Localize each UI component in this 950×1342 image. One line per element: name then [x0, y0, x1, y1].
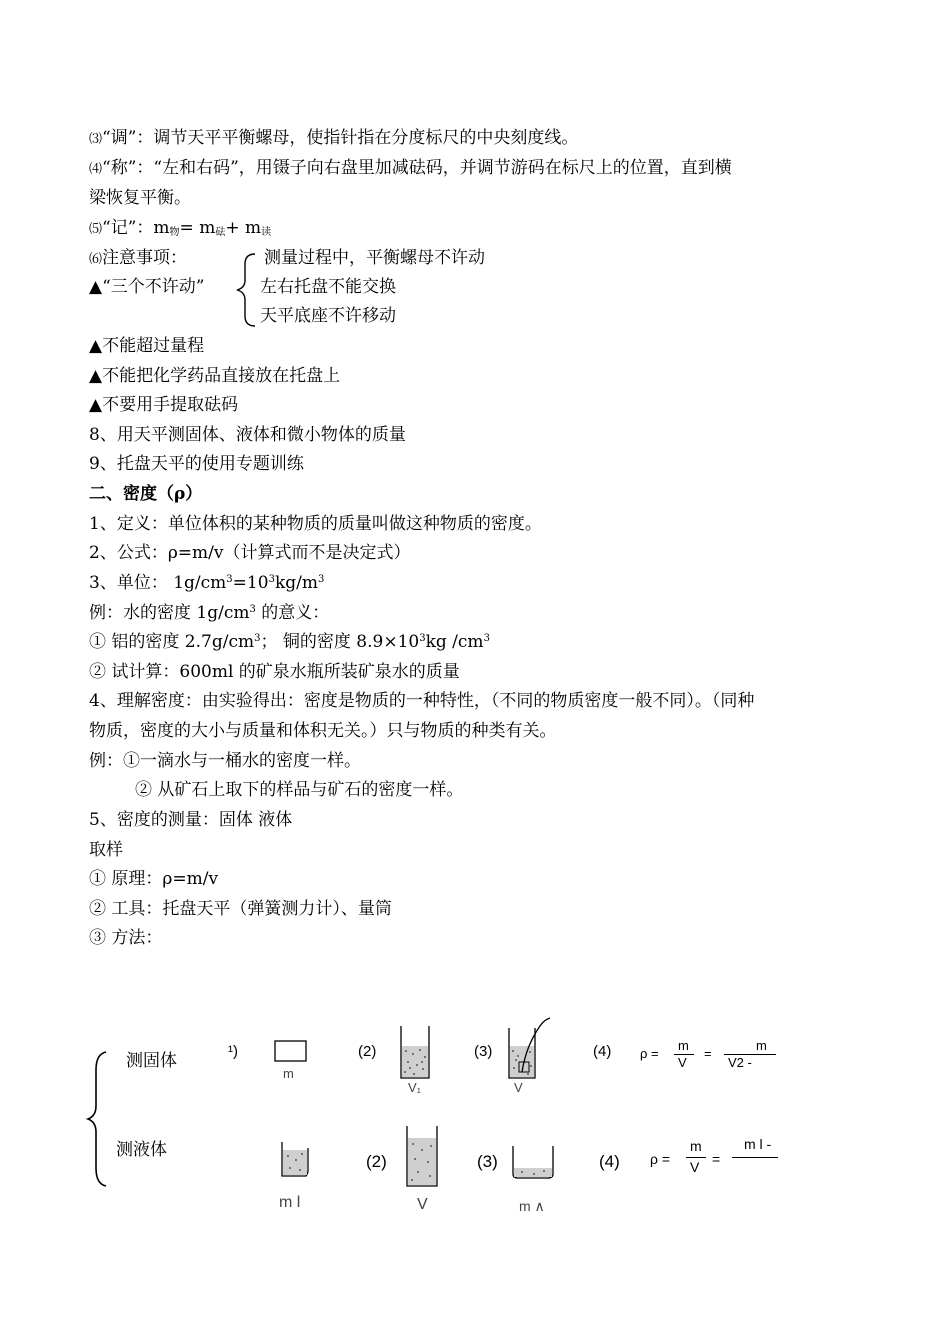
rules-brace	[233, 250, 261, 330]
point-9: 9、托盘天平的使用专题训练	[89, 454, 304, 474]
step-number: (3)	[474, 1043, 493, 1060]
step-number: ¹)	[228, 1043, 238, 1060]
principle: ① 原理：ρ=m/v	[89, 869, 219, 889]
numerator-m1: m l -	[744, 1136, 772, 1152]
cylinder-water-figure	[398, 1024, 432, 1080]
point-8: 8、用天平测固体、液体和微小物体的质量	[89, 425, 406, 445]
solid-block-figure	[274, 1040, 308, 1064]
caption-m: m	[283, 1066, 294, 1081]
rho-label: ρ =	[650, 1151, 671, 1167]
equals-sign: =	[712, 1151, 721, 1167]
numerator-m: m	[690, 1138, 702, 1154]
caption-m2: m ∧	[519, 1198, 545, 1214]
method: ③ 方法：	[89, 928, 163, 948]
warning: ▲不要用手提取砝码	[89, 395, 239, 415]
sampling: 取样	[89, 840, 123, 860]
beaker-liquid-figure	[280, 1140, 310, 1180]
cylinder-liquid-figure	[404, 1124, 440, 1190]
step-number: (4)	[593, 1043, 612, 1060]
example-water: 例：水的密度 $1g/cm^3$ 的意义：	[89, 603, 330, 623]
understand-line1: 4、理解密度：由实验得出：密度是物质的一种特性，（不同的物质密度一般不同）。（同种	[89, 691, 755, 711]
density-unit: 3、单位： $1g/cm^3=10^3kg/m^3$	[89, 573, 325, 593]
caption-m1: m l	[279, 1194, 301, 1211]
section-heading: 二、密度（ρ）	[89, 484, 203, 504]
beaker-remaining-figure	[510, 1144, 556, 1182]
denominator-v2: V2 -	[728, 1055, 752, 1070]
caption-v1: V₁	[408, 1080, 422, 1095]
measurement: 5、密度的测量：固体 液体	[89, 810, 293, 830]
step-6: ⑹注意事项：	[89, 248, 188, 268]
density-formula: 2、公式：ρ=m/v（计算式而不是决定式）	[89, 543, 411, 563]
step-number: (3)	[477, 1152, 498, 1171]
warning: ▲不能把化学药品直接放在托盘上	[89, 366, 341, 386]
step-4-line2: 梁恢复平衡。	[89, 188, 191, 208]
example-metals: ① 铝的密度 $2.7g/cm^3$； 铜的密度 $8.9\times 10^3kg$ $/cm^3$	[89, 632, 490, 652]
denominator-v: V	[678, 1055, 687, 1070]
example-2a: 例：①一滴水与一桶水的密度一样。	[89, 751, 361, 771]
three-rules-lead: ▲“三个不许动”	[89, 277, 205, 297]
rho-label: ρ =	[640, 1046, 659, 1061]
caption-v: V	[514, 1080, 523, 1095]
rule-item: 天平底座不许移动	[260, 306, 396, 326]
fraction-bar	[732, 1157, 778, 1158]
solid-label: 测固体	[126, 1051, 177, 1071]
step-number: (4)	[599, 1152, 620, 1171]
step-3: ⑶“调”：调节天平平衡螺母，使指针指在分度标尺的中央刻度线。	[89, 128, 579, 148]
understand-line2: 物质，密度的大小与质量和体积无关。）只与物质的种类有关。	[89, 721, 557, 741]
denominator-v: V	[690, 1159, 700, 1175]
diagram-brace	[86, 1050, 110, 1188]
caption-v: V	[417, 1196, 428, 1213]
rule-item: 测量过程中，平衡螺母不许动	[264, 248, 485, 268]
cylinder-solid-figure	[504, 1016, 552, 1080]
equals-sign: =	[704, 1046, 712, 1061]
solid-density-formula	[640, 1038, 780, 1078]
numerator-m: m	[678, 1038, 689, 1053]
rule-item: 左右托盘不能交换	[260, 277, 396, 297]
fraction-bar	[686, 1157, 706, 1158]
liquid-label: 测液体	[116, 1140, 167, 1160]
step-number: (2)	[358, 1043, 377, 1060]
warning: ▲不能超过量程	[89, 336, 205, 356]
example-2b: ② 从矿石上取下的样品与矿石的密度一样。	[135, 780, 464, 800]
example-calc: ② 试计算：600ml 的矿泉水瓶所装矿泉水的质量	[89, 662, 460, 682]
step-4-line1: ⑷“称”：“左和右码”，用镊子向右盘里加减砝码，并调节游码在标尺上的位置，直到横	[89, 158, 732, 178]
step-number: (2)	[366, 1152, 387, 1171]
liquid-density-formula	[650, 1136, 790, 1180]
tools: ② 工具：托盘天平（弹簧测力计）、量筒	[89, 899, 392, 919]
density-definition: 1、定义：单位体积的某种物质的质量叫做这种物质的密度。	[89, 514, 542, 534]
step-5: ⑸“记”：$m_物= m_砝+ m_读$	[89, 218, 272, 238]
numerator-m2: m	[756, 1038, 767, 1053]
